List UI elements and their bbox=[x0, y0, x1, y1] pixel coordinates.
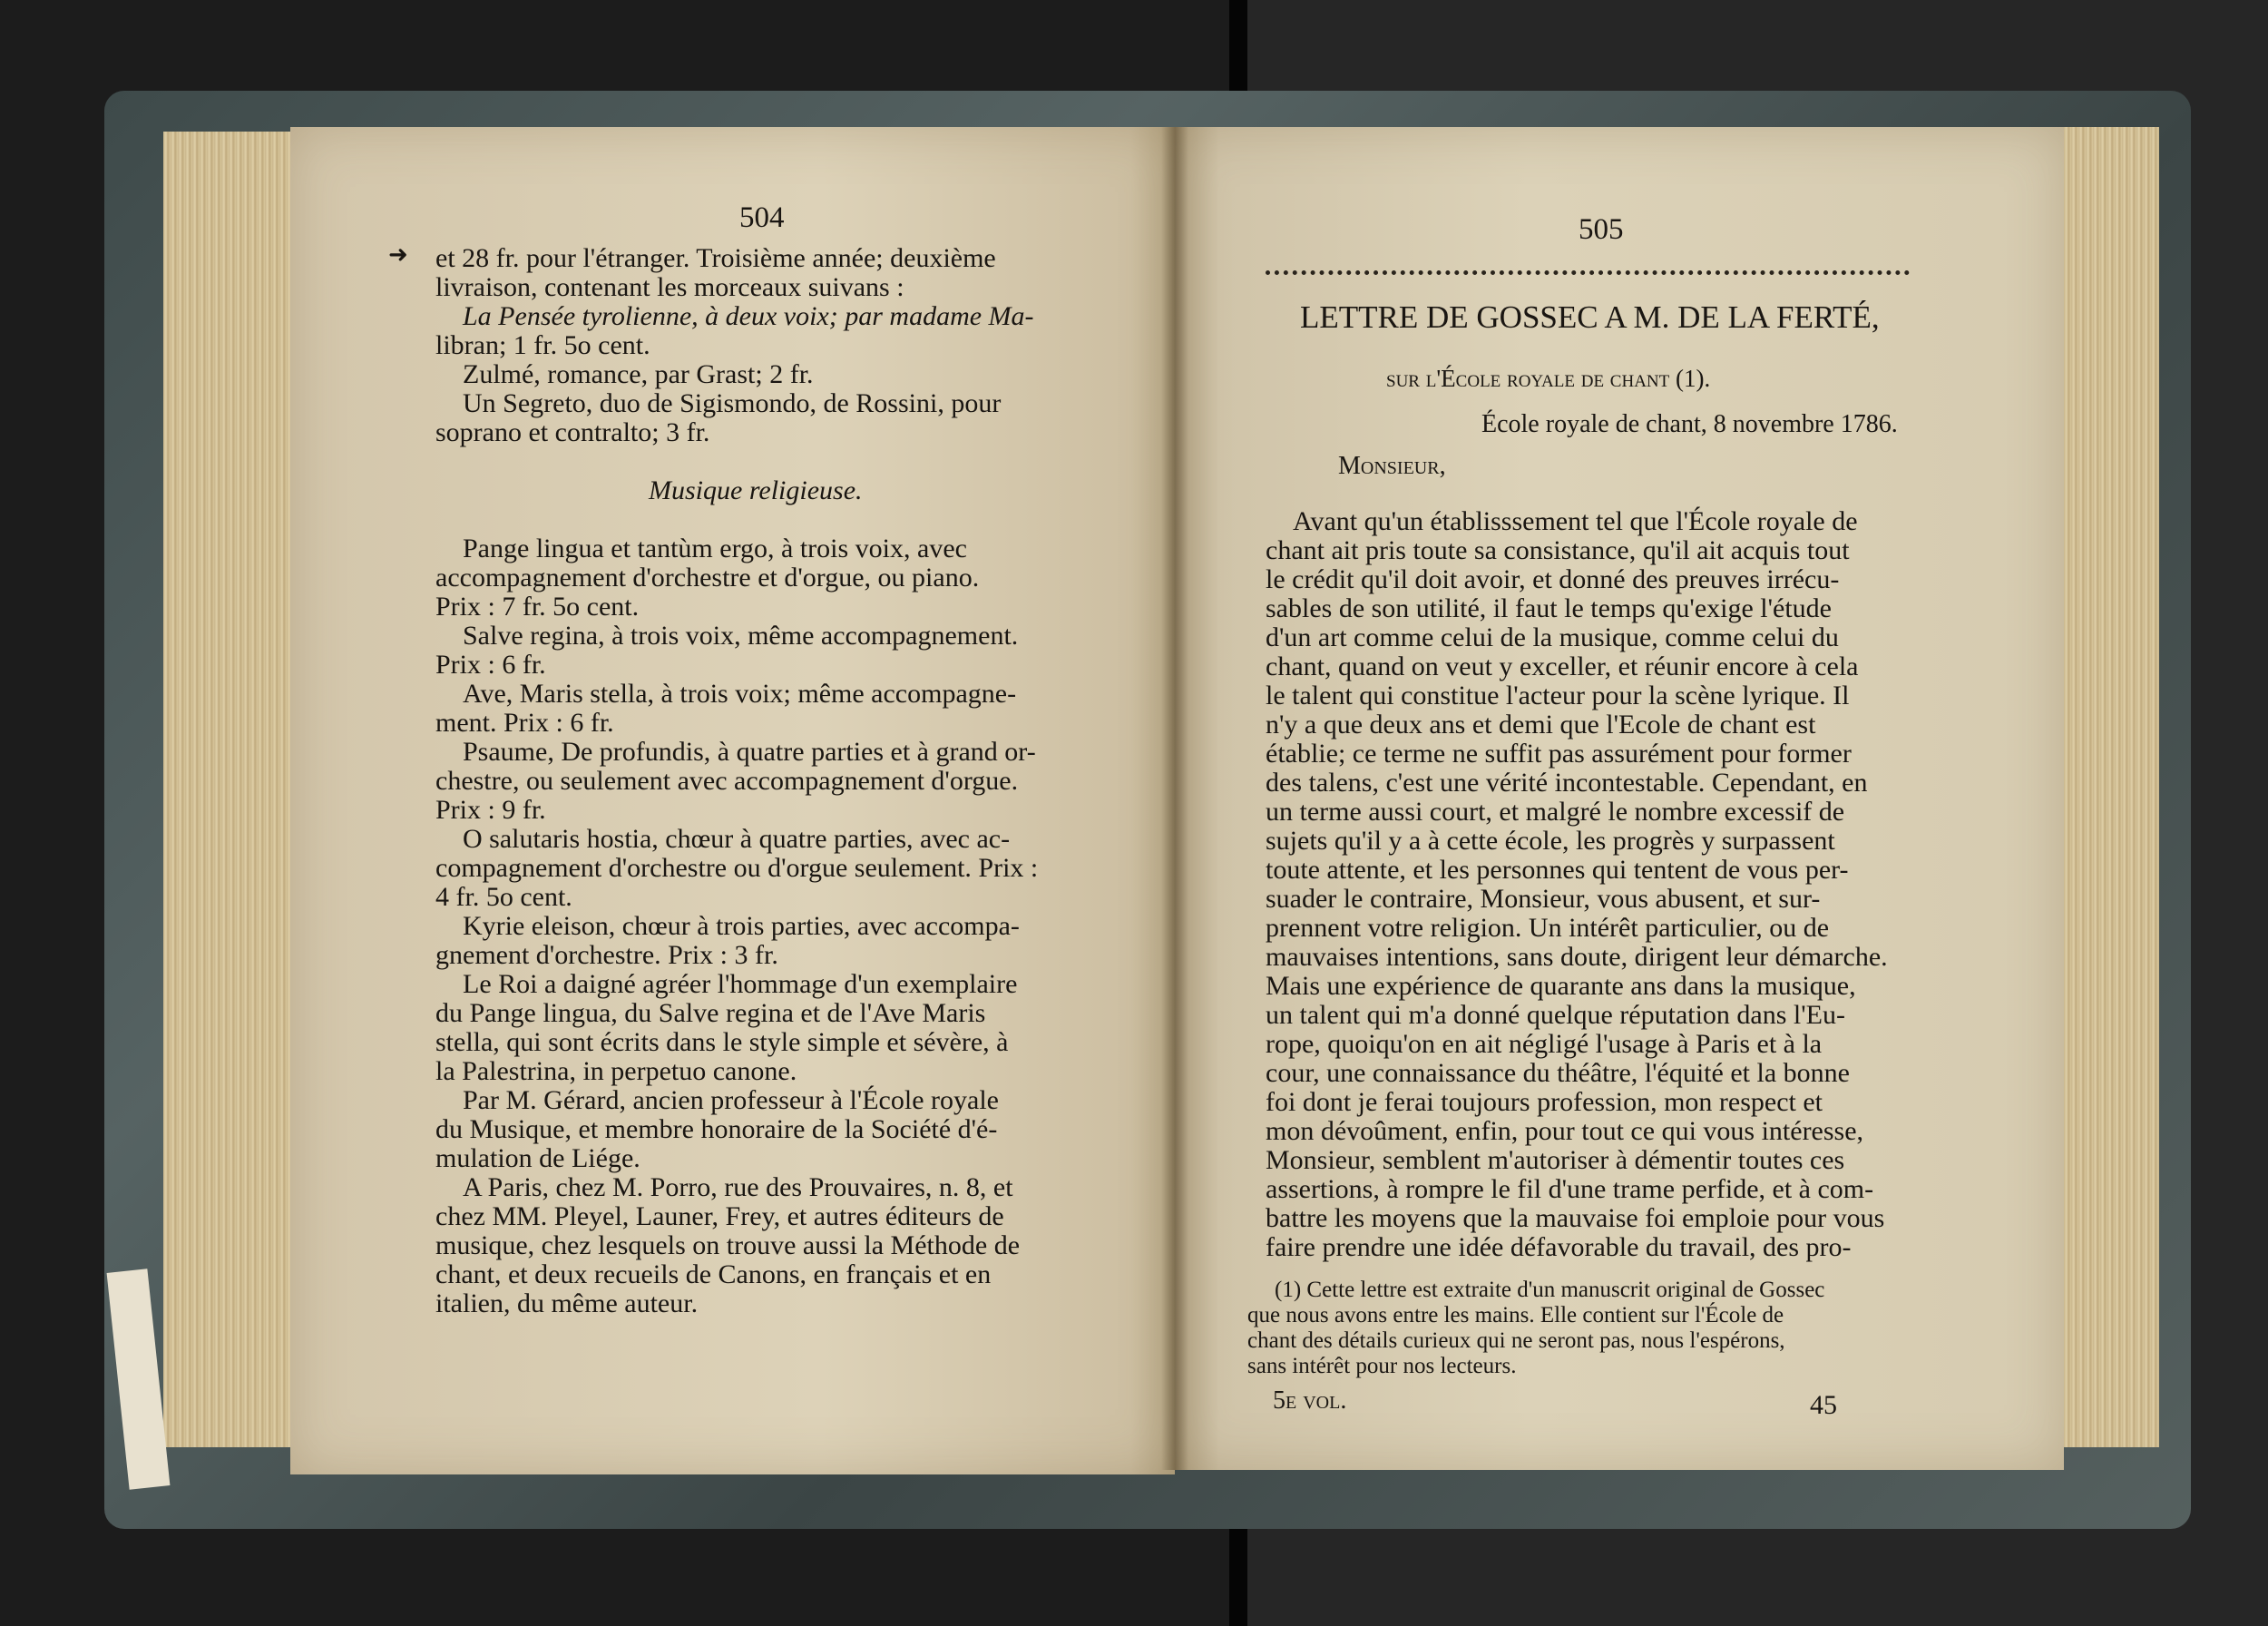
right-line: chant ait pris toute sa consistance, qu'il ait acquis tout bbox=[1266, 535, 1850, 565]
left-line: musique, chez lesquels on trouve aussi la Méthode de bbox=[435, 1230, 1021, 1260]
left-line: Kyrie eleison, chœur à trois parties, avec accompa- bbox=[463, 911, 1020, 941]
left-line: Un Segreto, duo de Sigismondo, de Rossini, pour bbox=[463, 388, 1002, 418]
right-line: d'un art comme celui de la musique, comme celui du bbox=[1266, 622, 1839, 652]
left-line: la Palestrina, in perpetuo canone. bbox=[435, 1056, 797, 1086]
left-line: Pange lingua et tantùm ergo, à trois voix, avec bbox=[463, 534, 967, 563]
right-line: mauvaises intentions, sans doute, dirigent leur démarche. bbox=[1266, 942, 1888, 972]
left-line: italien, du même auteur. bbox=[435, 1288, 699, 1318]
right-line: établie; ce terme ne suffit pas assurément pour former bbox=[1266, 739, 1852, 769]
left-line: chant, et deux recueils de Canons, en français et en bbox=[435, 1259, 992, 1289]
signature-mark: 5e vol. bbox=[1273, 1386, 1347, 1415]
page-edges-right bbox=[2064, 127, 2159, 1447]
left-line: O salutaris hostia, chœur à quatre parties, avec ac- bbox=[463, 824, 1011, 854]
right-line: sables de son utilité, il faut le temps qu'exige l'étude bbox=[1266, 593, 1832, 623]
right-line: le crédit qu'il doit avoir, et donné des preuves irrécu- bbox=[1266, 564, 1840, 594]
letter-dateline: École royale de chant, 8 novembre 1786. bbox=[1481, 410, 1898, 438]
right-line: foi dont je ferai toujours profession, mon respect et bbox=[1266, 1087, 1823, 1117]
right-line: rope, quoiqu'on en ait négligé l'usage à Paris et à la bbox=[1266, 1029, 1823, 1059]
signature-number: 45 bbox=[1810, 1390, 1837, 1420]
left-line: livraison, contenant les morceaux suivans : bbox=[435, 272, 904, 302]
right-line: sujets qu'il y a à cette école, les progrès y surpassent bbox=[1266, 826, 1835, 856]
right-line: cour, une connaissance du théâtre, l'équité et la bonne bbox=[1266, 1058, 1850, 1088]
left-page bbox=[290, 127, 1175, 1474]
left-line: libran; 1 fr. 5o cent. bbox=[435, 330, 650, 360]
left-line: et 28 fr. pour l'étranger. Troisième année; deuxième bbox=[435, 243, 996, 273]
left-line: La Pensée tyrolienne, à deux voix; par madame Ma- bbox=[463, 301, 1034, 331]
right-page-number: 505 bbox=[1579, 213, 1624, 246]
right-line: n'y a que deux ans et demi que l'Ecole de chant est bbox=[1266, 710, 1816, 740]
left-line: gnement d'orchestre. Prix : 3 fr. bbox=[435, 940, 778, 970]
left-line: Par M. Gérard, ancien professeur à l'École royale bbox=[463, 1085, 999, 1115]
section-heading: Musique religieuse. bbox=[649, 475, 863, 505]
right-page bbox=[1175, 127, 2064, 1470]
left-line: du Pange lingua, du Salve regina et de l'Ave Maris bbox=[435, 998, 986, 1028]
left-line: Le Roi a daigné agréer l'hommage d'un exemplaire bbox=[463, 969, 1018, 999]
footnote-line: chant des détails curieux qui ne seront pas, nous l'espérons, bbox=[1247, 1328, 1785, 1353]
left-line: 4 fr. 5o cent. bbox=[435, 882, 572, 912]
title-rule bbox=[1266, 270, 1910, 275]
right-line: mon dévoûment, enfin, pour tout ce qui vous intéresse, bbox=[1266, 1116, 1864, 1146]
right-line: faire prendre une idée défavorable du travail, des pro- bbox=[1266, 1232, 1852, 1262]
right-line: suader le contraire, Monsieur, vous abusent, et sur- bbox=[1266, 884, 1821, 914]
book-gutter bbox=[1161, 127, 1188, 1470]
footnote-line: (1) Cette lettre est extraite d'un manuscrit original de Gossec bbox=[1275, 1278, 1825, 1302]
right-line: un terme aussi court, et malgré le nombre excessif de bbox=[1266, 797, 1845, 827]
left-line: Prix : 9 fr. bbox=[435, 795, 546, 825]
right-line: prennent votre religion. Un intérêt particulier, ou de bbox=[1266, 913, 1830, 943]
left-line: chestre, ou seulement avec accompagnement d'orgue. bbox=[435, 766, 1019, 796]
left-line: A Paris, chez M. Porro, rue des Prouvaires, n. 8, et bbox=[463, 1172, 1013, 1202]
left-line: du Musique, et membre honoraire de la Société d'é- bbox=[435, 1114, 998, 1144]
right-line: un talent qui m'a donné quelque réputation dans l'Eu- bbox=[1266, 1000, 1845, 1030]
footnote-line: que nous avons entre les mains. Elle contient sur l'École de bbox=[1247, 1303, 1784, 1327]
right-line: des talens, c'est une vérité incontestable. Cependant, en bbox=[1266, 768, 1868, 798]
left-line: chez MM. Pleyel, Launer, Frey, et autres éditeurs de bbox=[435, 1201, 1004, 1231]
right-line: battre les moyens que la mauvaise foi emploie pour vous bbox=[1266, 1203, 1885, 1233]
left-line: stella, qui sont écrits dans le style simple et sévère, à bbox=[435, 1027, 1009, 1057]
left-line: Prix : 6 fr. bbox=[435, 650, 546, 680]
left-line: Prix : 7 fr. 5o cent. bbox=[435, 592, 640, 622]
right-line: chant, quand on veut y exceller, et réunir encore à cela bbox=[1266, 651, 1859, 681]
right-line: toute attente, et les personnes qui tentent de vous per- bbox=[1266, 855, 1849, 885]
letter-salutation: Monsieur, bbox=[1338, 452, 1446, 480]
right-line: Monsieur, semblent m'autoriser à démentir toutes ces bbox=[1266, 1145, 1845, 1175]
left-line: compagnement d'orchestre ou d'orgue seulement. Prix : bbox=[435, 853, 1039, 883]
right-line: Mais une expérience de quarante ans dans la musique, bbox=[1266, 971, 1856, 1001]
letter-subtitle: sur l'École royale de chant (1). bbox=[1386, 365, 1711, 392]
footnote-line: sans intérêt pour nos lecteurs. bbox=[1247, 1354, 1517, 1378]
margin-arrow-icon: ➜ bbox=[388, 241, 408, 268]
right-line: le talent qui constitue l'acteur pour la scène lyrique. Il bbox=[1266, 681, 1850, 710]
left-line: Zulmé, romance, par Grast; 2 fr. bbox=[463, 359, 814, 389]
right-line: assertions, à rompre le fil d'une trame perfide, et à com- bbox=[1266, 1174, 1874, 1204]
left-line: Psaume, De profundis, à quatre parties et à grand or- bbox=[463, 737, 1036, 767]
letter-title: LETTRE DE GOSSEC A M. DE LA FERTÉ, bbox=[1300, 299, 1880, 335]
left-line: Salve regina, à trois voix, même accompagnement. bbox=[463, 621, 1019, 651]
left-line: soprano et contralto; 3 fr. bbox=[435, 417, 710, 447]
left-line: Ave, Maris stella, à trois voix; même accompagne- bbox=[463, 679, 1017, 709]
page-edges-left bbox=[163, 132, 290, 1447]
left-line: accompagnement d'orchestre et d'orgue, ou piano. bbox=[435, 563, 980, 593]
right-line: Avant qu'un établisssement tel que l'École royale de bbox=[1293, 506, 1858, 536]
left-page-number: 504 bbox=[739, 201, 785, 234]
left-line: ment. Prix : 6 fr. bbox=[435, 708, 614, 738]
left-line: mulation de Liége. bbox=[435, 1143, 640, 1173]
